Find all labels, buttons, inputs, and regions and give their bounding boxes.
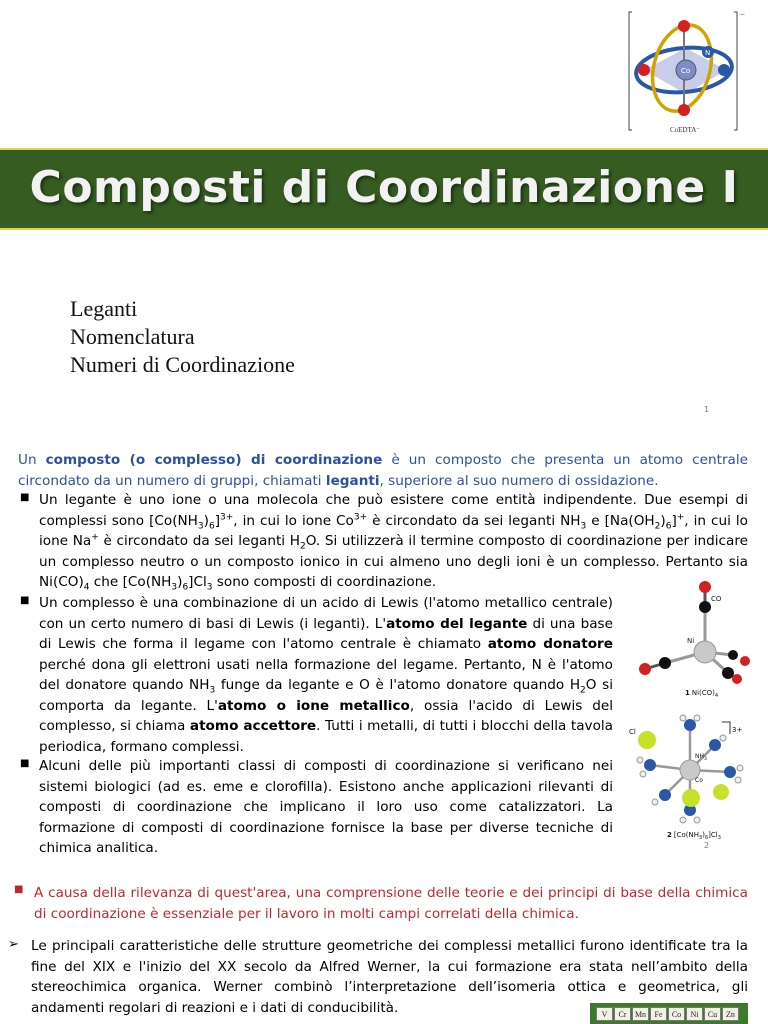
caption-sub: 4 xyxy=(714,693,719,699)
red-note-paragraph: A causa della rilevanza di quest'area, una comprensione delle teorie e dei principi di base della chimica di coordinazione è essenziale per il lavoro in molti campi correlati della chimica. xyxy=(34,885,748,922)
svg-text:1Ni(CO)4 xyxy=(685,689,718,699)
coedta-molecule-image xyxy=(624,8,746,136)
element-cell: Ni xyxy=(686,1007,703,1021)
svg-text:−: − xyxy=(740,11,746,18)
bullet-paragraph-1: Un legante è uno ione o una molecola che può esistere come entità indipendente. Due esempi di complessi sono $[Co(NH_3)_6]^{3+}$, in cui lo ione $Co^{3+}$ è circondato da sei leganti $NH_3$ e $[Na(OH_2)_6]^+$, in cui lo ione Na+ è circondato da sei leganti $H_2O$. Si utilizzerà il termine composto di coordinazione per indicare un complesso neutro o un composto ionico in cui almeno uno degli ioni è un complesso. Pertanto sia $Ni(CO)_4$ che $[Co(NH_3)_6]Cl_3$ sono composti di coordinazione. xyxy=(39,492,748,593)
square-bullet-icon: ■ xyxy=(20,758,30,769)
svg-text:2[Co(NH3)6]Cl3 xyxy=(667,831,721,841)
element-cell: Cu xyxy=(704,1007,721,1021)
square-bullet-icon: ■ xyxy=(20,595,30,606)
co-atom-label: Co xyxy=(681,67,691,75)
slide-number: 1 xyxy=(704,405,710,414)
menu-item-leganti: Leganti xyxy=(70,296,138,321)
title-bar xyxy=(0,148,768,230)
bullet-paragraph-3: Alcuni delle più importanti classi di composti di coordinazione si verificano nei sistemi biologici (ad es. eme e clorofilla). Esistono anche applicazioni rilevanti di composti di coordinazione che implicano il loro uso come catalizzatori. La formazione di composti di coordinazione fornisce la base per diverse tecniche di chimica analitica. xyxy=(39,758,613,856)
co-nh3-6-figure xyxy=(625,710,760,850)
caption-mid: ) xyxy=(702,831,705,839)
element-cell: Zn xyxy=(722,1007,739,1021)
co-label: CO xyxy=(711,595,722,603)
nh-label: NH xyxy=(695,753,704,760)
element-cell: Fe xyxy=(650,1007,667,1021)
caption-sub: 6 xyxy=(704,835,709,841)
element-cell: V xyxy=(596,1007,613,1021)
caption-num: 1 xyxy=(685,689,690,697)
slide-number: 2 xyxy=(704,841,710,850)
n-atom-label: N xyxy=(705,49,711,57)
intro-paragraph: Un composto (o complesso) di coordinazione è un composto che presenta un atomo centrale circondato da un numero di gruppi, chiamati leganti, superiore al suo numero di ossidazione. xyxy=(18,452,748,489)
square-bullet-icon: ■ xyxy=(20,492,30,503)
ni-label: Ni xyxy=(687,637,695,645)
menu-item-numeri: Numeri di Coordinazione xyxy=(70,352,295,377)
arrow-bullet-icon: ➢ xyxy=(8,937,19,952)
bullet-paragraph-2: Un complesso è una combinazione di un acido di Lewis (l'atomo metallico centrale) con un certo numero di basi di Lewis (i leganti). L'atomo del legante di una base di Lewis che forma il legame con l'atomo centrale è chiamato atomo donatore perché dona gli elettroni usati nella formazione del legame. Pertanto, N è l'atomo del donatore quando $NH_3$ funge da legante e O è l'atomo donatore quando $H_2O$ si comporta da legante. L'atomo o ione metallico, ossia l'acido di Lewis del complesso, si chiama atomo accettore. Tutti i metalli, di tutti i blocchi della tavola periodica, formano complessi. xyxy=(39,595,614,755)
red-bullet-icon: ■ xyxy=(14,884,24,895)
caption-text: [Co(NH xyxy=(673,831,700,839)
charge-label: 3+ xyxy=(732,726,743,734)
nh-sub: 3 xyxy=(704,757,707,762)
element-cell: Co xyxy=(668,1007,685,1021)
cl-label: Cl xyxy=(629,728,636,736)
periodic-table-strip xyxy=(590,1003,748,1024)
slide-title: Composti di Coordinazione I xyxy=(29,162,739,213)
caption-num: 2 xyxy=(667,831,672,839)
caption-end: ]Cl xyxy=(708,831,718,839)
ni-co4-figure xyxy=(625,575,755,700)
co-center-label: Co xyxy=(695,777,703,784)
caption-sub: 3 xyxy=(699,835,703,841)
element-cell: Cr xyxy=(614,1007,631,1021)
coedta-caption: CoEDTA⁻ xyxy=(670,126,700,134)
caption-text: Ni(CO) xyxy=(691,689,715,697)
werner-paragraph: Le principali caratteristiche delle strutture geometriche dei complessi metallici furono identificate tra la fine del XIX e l'inizio del XX secolo da Alfred Werner, la cui formazione era stata nell’ambito della stereochimica organica. Werner combinò l’interpretazione dell’isomeria ottica e geometrica, gli andamenti regolari di reazioni e i dati di conducibilità. xyxy=(31,938,748,1016)
element-cell: Mn xyxy=(632,1007,649,1021)
menu-item-nomenclatura: Nomenclatura xyxy=(70,324,195,349)
caption-sub: 3 xyxy=(717,835,721,841)
